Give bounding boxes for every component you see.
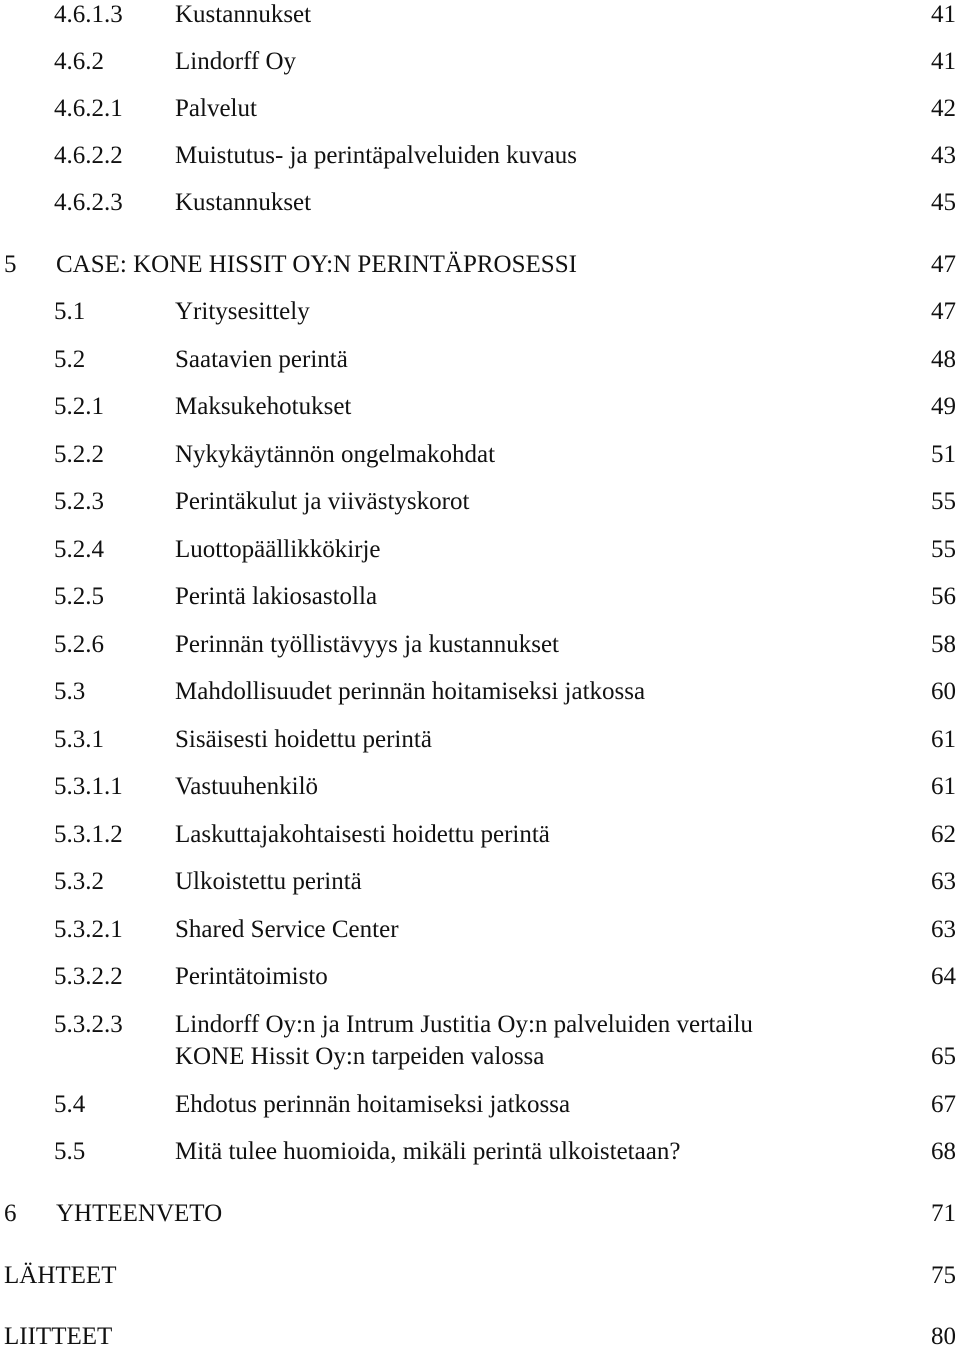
toc-entry-title: Ehdotus perinnän hoitamiseksi jatkossa [175, 1091, 571, 1118]
toc-entry-page: 51 [931, 441, 956, 468]
toc-entry-page: 56 [931, 583, 956, 610]
toc-entry-title: Mahdollisuudet perinnän hoitamiseksi jatkossa [175, 678, 646, 705]
toc-entry-title: Muistutus- ja perintäpalveluiden kuvaus [175, 142, 578, 169]
toc-entry-title: Kustannukset [175, 1, 312, 28]
toc-entry-title-line2: KONE Hissit Oy:n tarpeiden valossa [175, 1043, 545, 1070]
toc-entry-number: 5.2 [54, 346, 86, 373]
toc-entry-page: 55 [931, 488, 956, 515]
toc-entry-page: 58 [931, 631, 956, 658]
toc-entry-number: 5.3 [54, 678, 86, 705]
toc-entry-page: 41 [931, 1, 956, 28]
toc-entry-title: Perintätoimisto [175, 963, 328, 990]
toc-entry-page: 63 [931, 916, 956, 943]
toc-entry-number: 4.6.1.3 [54, 1, 123, 28]
toc-entry-number: 5.3.1.1 [54, 773, 123, 800]
toc-entry-number: 5.2.3 [54, 488, 104, 515]
toc-entry-title: Shared Service Center [175, 916, 399, 943]
toc-entry-page: 41 [931, 48, 956, 75]
toc-entry-number: 5.2.4 [54, 536, 104, 563]
toc-entry-number: 6 [4, 1200, 17, 1227]
toc-entry-title: Kustannukset [175, 189, 312, 216]
toc-entry-number: 5.3.2 [54, 868, 104, 895]
toc-entry-title: Yritysesittely [175, 298, 310, 325]
toc-entry-page: 45 [931, 189, 956, 216]
toc-entry-page: 47 [931, 251, 956, 278]
toc-entry-page: 71 [931, 1200, 956, 1227]
toc-entry-page: 47 [931, 298, 956, 325]
toc-entry-page: 42 [931, 95, 956, 122]
toc-entry-title: Nykykäytännön ongelmakohdat [175, 441, 496, 468]
toc-entry-number: 5.2.2 [54, 441, 104, 468]
toc-entry-page: 49 [931, 393, 956, 420]
toc-entry-number: 5.3.2.1 [54, 916, 123, 943]
toc-entry-title: Ulkoistettu perintä [175, 868, 362, 895]
toc-entry-number: 4.6.2.2 [54, 142, 123, 169]
toc-entry-number: 5.3.2.2 [54, 963, 123, 990]
toc-entry-number: 5.5 [54, 1138, 86, 1165]
toc-entry-number: 4.6.2.3 [54, 189, 123, 216]
toc-entry-number: 5.2.5 [54, 583, 104, 610]
toc-entry-page: 48 [931, 346, 956, 373]
toc-entry-number: 5.2.6 [54, 631, 104, 658]
toc-entry-number: 5.2.1 [54, 393, 104, 420]
toc-entry-title: LÄHTEET [4, 1262, 117, 1289]
toc-entry-page: 80 [931, 1323, 956, 1350]
toc-entry-number: 5.3.2.3 [54, 1011, 123, 1038]
toc-entry-page: 61 [931, 726, 956, 753]
toc-entry-title: Lindorff Oy:n ja Intrum Justitia Oy:n palveluiden vertailu [175, 1011, 753, 1038]
toc-entry-title: Maksukehotukset [175, 393, 352, 420]
toc-entry-page: 55 [931, 536, 956, 563]
toc-entry-page: 63 [931, 868, 956, 895]
toc-entry-page: 43 [931, 142, 956, 169]
toc-entry-page: 67 [931, 1091, 956, 1118]
toc-entry-page: 68 [931, 1138, 956, 1165]
toc-entry-title: Perintä lakiosastolla [175, 583, 378, 610]
toc-entry-number: 5.4 [54, 1091, 86, 1118]
toc-entry-number: 5.3.1.2 [54, 821, 123, 848]
toc-entry-title: LIITTEET [4, 1323, 113, 1350]
toc-entry-title: Vastuuhenkilö [175, 773, 319, 800]
toc-entry-title: CASE: KONE HISSIT OY:N PERINTÄPROSESSI [56, 251, 577, 278]
toc-entry-number: 5 [4, 251, 17, 278]
toc-entry-title: Palvelut [175, 95, 257, 122]
toc-entry-title: Sisäisesti hoidettu perintä [175, 726, 432, 753]
toc-entry-number: 4.6.2.1 [54, 95, 123, 122]
toc-entry-title: Perintäkulut ja viivästyskorot [175, 488, 470, 515]
toc-entry-title: Saatavien perintä [175, 346, 348, 373]
toc-entry-page: 75 [931, 1262, 956, 1289]
toc-entry-title: Mitä tulee huomioida, mikäli perintä ulkoistetaan? [175, 1138, 681, 1165]
toc-entry-number: 5.1 [54, 298, 86, 325]
toc-entry-page: 64 [931, 963, 956, 990]
toc-entry-page: 60 [931, 678, 956, 705]
toc-entry-page: 65 [931, 1043, 956, 1070]
toc-entry-title: Laskuttajakohtaisesti hoidettu perintä [175, 821, 550, 848]
toc-entry-title: Lindorff Oy [175, 48, 297, 75]
toc-entry-title: YHTEENVETO [56, 1200, 223, 1227]
toc-entry-title: Luottopäällikkökirje [175, 536, 381, 563]
toc-entry-page: 61 [931, 773, 956, 800]
toc-entry-page: 62 [931, 821, 956, 848]
toc-entry-title: Perinnän työllistävyys ja kustannukset [175, 631, 559, 658]
toc-entry-number: 4.6.2 [54, 48, 104, 75]
toc-entry-number: 5.3.1 [54, 726, 104, 753]
